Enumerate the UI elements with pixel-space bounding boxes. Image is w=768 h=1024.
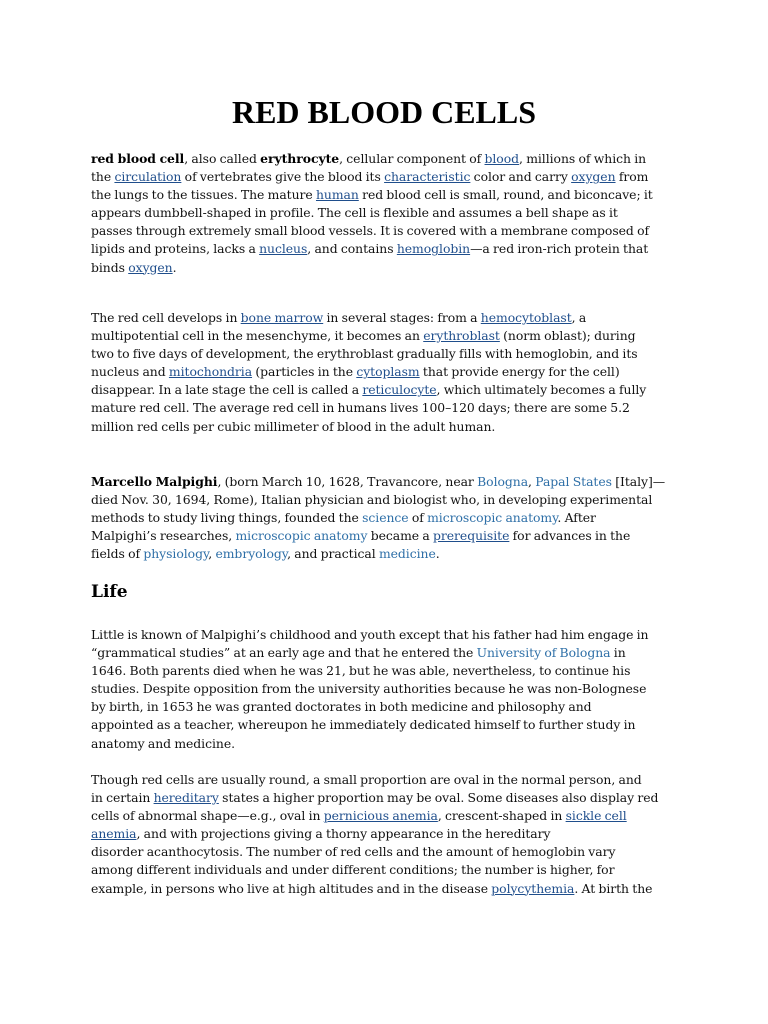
- link-papal-states[interactable]: Papal States: [535, 474, 612, 489]
- text-line: red blood cell, also called erythrocyte, cellular component of blood, millions of which in: [91, 151, 647, 166]
- link-circulation[interactable]: circulation: [114, 169, 182, 185]
- link-erythroblast[interactable]: erythroblast: [423, 328, 500, 344]
- text-line: methods to study living things, founded the science of microscopic anatomy. After: [91, 510, 596, 526]
- link-characteristic[interactable]: characteristic: [384, 169, 471, 185]
- text-line: binds oxygen.: [91, 259, 177, 275]
- paragraph-rbc-definition: [91, 150, 677, 277]
- link-mitochondria[interactable]: mitochondria: [168, 364, 253, 380]
- text-line: lipids and proteins, lacks a nucleus, and contains hemoglobin—a red iron-rich protein that: [91, 241, 649, 257]
- term-bold: Marcello Malpighi: [91, 474, 218, 489]
- text-line: nucleus and mitochondria (particles in the cytoplasm that provide energy for the cell): [91, 364, 620, 380]
- text-line: by birth, in 1653 he was granted doctorates in both medicine and philosophy and: [91, 699, 592, 715]
- text-line: “grammatical studies” at an early age and that he entered the University of Bologna in: [91, 645, 626, 661]
- paragraph-life: [91, 626, 677, 753]
- link-embryology[interactable]: embryology: [215, 546, 288, 562]
- term-bold: red blood cell: [91, 151, 185, 166]
- term-bold: erythrocyte: [260, 151, 340, 166]
- link-science[interactable]: science: [362, 510, 409, 526]
- text-line: million red cells per cubic millimeter of blood in the adult human.: [91, 418, 496, 434]
- text-line: disappear. In a late stage the cell is called a reticulocyte, which ultimately becomes a fully: [91, 382, 647, 398]
- link-nucleus[interactable]: nucleus: [259, 241, 308, 257]
- link-bologna[interactable]: Bologna: [477, 474, 529, 489]
- text-line: among different individuals and under different conditions; the number is higher, for: [91, 862, 615, 878]
- text-line: Marcello Malpighi, (born March 10, 1628, Travancore, near Bologna, Papal States [Italy]—: [91, 474, 666, 489]
- paragraph-malpighi: [91, 473, 677, 563]
- paragraph-rbc-development: [91, 309, 677, 436]
- link-hemoglobin[interactable]: hemoglobin: [396, 241, 471, 257]
- text-line: Malpighi’s researches, microscopic anatomy became a prerequisite for advances in the: [91, 528, 631, 544]
- paragraph-red-cell-shapes: [91, 771, 677, 898]
- link-microscopic-anatomy[interactable]: microscopic anatomy: [427, 510, 558, 526]
- text-line: The red cell develops in bone marrow in several stages: from a hemocytoblast, a: [91, 310, 587, 325]
- link-sickle-cell-anemia[interactable]: sickle cell: [565, 808, 627, 824]
- text-line: died Nov. 30, 1694, Rome), Italian physician and biologist who, in developing experimental: [91, 492, 653, 508]
- link-microscopic-anatomy-2[interactable]: microscopic anatomy: [235, 528, 368, 544]
- link-reticulocyte[interactable]: reticulocyte: [362, 382, 437, 398]
- text-line: appointed as a teacher, whereupon he immediately dedicated himself to further study in: [91, 717, 636, 733]
- text-line: cells of abnormal shape—e.g., oval in pernicious anemia, crescent-shaped in sickle cell: [91, 808, 627, 824]
- page-title: RED BLOOD CELLS: [231, 94, 537, 130]
- text-line: Though red cells are usually round, a small proportion are oval in the normal person, and: [91, 772, 642, 787]
- link-oxygen[interactable]: oxygen: [571, 169, 616, 185]
- text-line: example, in persons who live at high altitudes and in the disease polycythemia. At birth the: [91, 880, 653, 896]
- text-line: anatomy and medicine.: [91, 735, 235, 751]
- text-line: the lungs to the tissues. The mature human red blood cell is small, round, and biconcave; it: [91, 187, 653, 203]
- text-line: two to five days of development, the erythroblast gradually fills with hemoglobin, and its: [91, 346, 638, 362]
- text-line: 1646. Both parents died when he was 21, but he was able, nevertheless, to continue his: [91, 663, 631, 679]
- text-line: mature red cell. The average red cell in humans lives 100–120 days; there are some 5.2: [91, 400, 630, 416]
- text-line: anemia, and with projections giving a thorny appearance in the hereditary: [91, 826, 551, 842]
- link-cytoplasm[interactable]: cytoplasm: [356, 364, 420, 380]
- text-line: disorder acanthocytosis. The number of red cells and the amount of hemoglobin vary: [91, 844, 616, 860]
- link-hereditary[interactable]: hereditary: [153, 790, 219, 806]
- text-line: studies. Despite opposition from the university authorities because he was non-Bolognese: [91, 681, 647, 697]
- text-line: passes through extremely small blood vessels. It is covered with a membrane composed of: [91, 223, 650, 239]
- link-sickle-cell-anemia-2[interactable]: anemia: [91, 826, 137, 842]
- link-polycythemia[interactable]: polycythemia: [491, 880, 575, 896]
- link-hemocytoblast[interactable]: hemocytoblast: [480, 310, 572, 325]
- link-physiology[interactable]: physiology: [143, 546, 209, 562]
- text-line: in certain hereditary states a higher proportion may be oval. Some diseases also display red: [91, 790, 659, 806]
- link-pernicious-anemia[interactable]: pernicious anemia: [323, 808, 438, 824]
- text-line: appears dumbbell-shaped in profile. The cell is flexible and assumes a bell shape as it: [91, 205, 618, 221]
- text-line: fields of physiology, embryology, and practical medicine.: [91, 546, 440, 562]
- link-human[interactable]: human: [315, 187, 359, 203]
- link-prerequisite[interactable]: prerequisite: [433, 528, 510, 544]
- text-line: multipotential cell in the mesenchyme, it becomes an erythroblast (norm oblast); during: [91, 328, 636, 344]
- link-oxygen-2[interactable]: oxygen: [128, 259, 173, 275]
- link-blood[interactable]: blood: [484, 151, 520, 166]
- link-bone-marrow[interactable]: bone marrow: [240, 310, 324, 325]
- link-university-of-bologna[interactable]: University of Bologna: [476, 645, 611, 661]
- text-line: the circulation of vertebrates give the blood its characteristic color and carry oxygen from: [91, 169, 649, 185]
- link-medicine[interactable]: medicine: [378, 546, 436, 562]
- section-heading-life: Life: [91, 582, 128, 602]
- text-line: Little is known of Malpighi’s childhood and youth except that his father had him engage in: [91, 627, 649, 642]
